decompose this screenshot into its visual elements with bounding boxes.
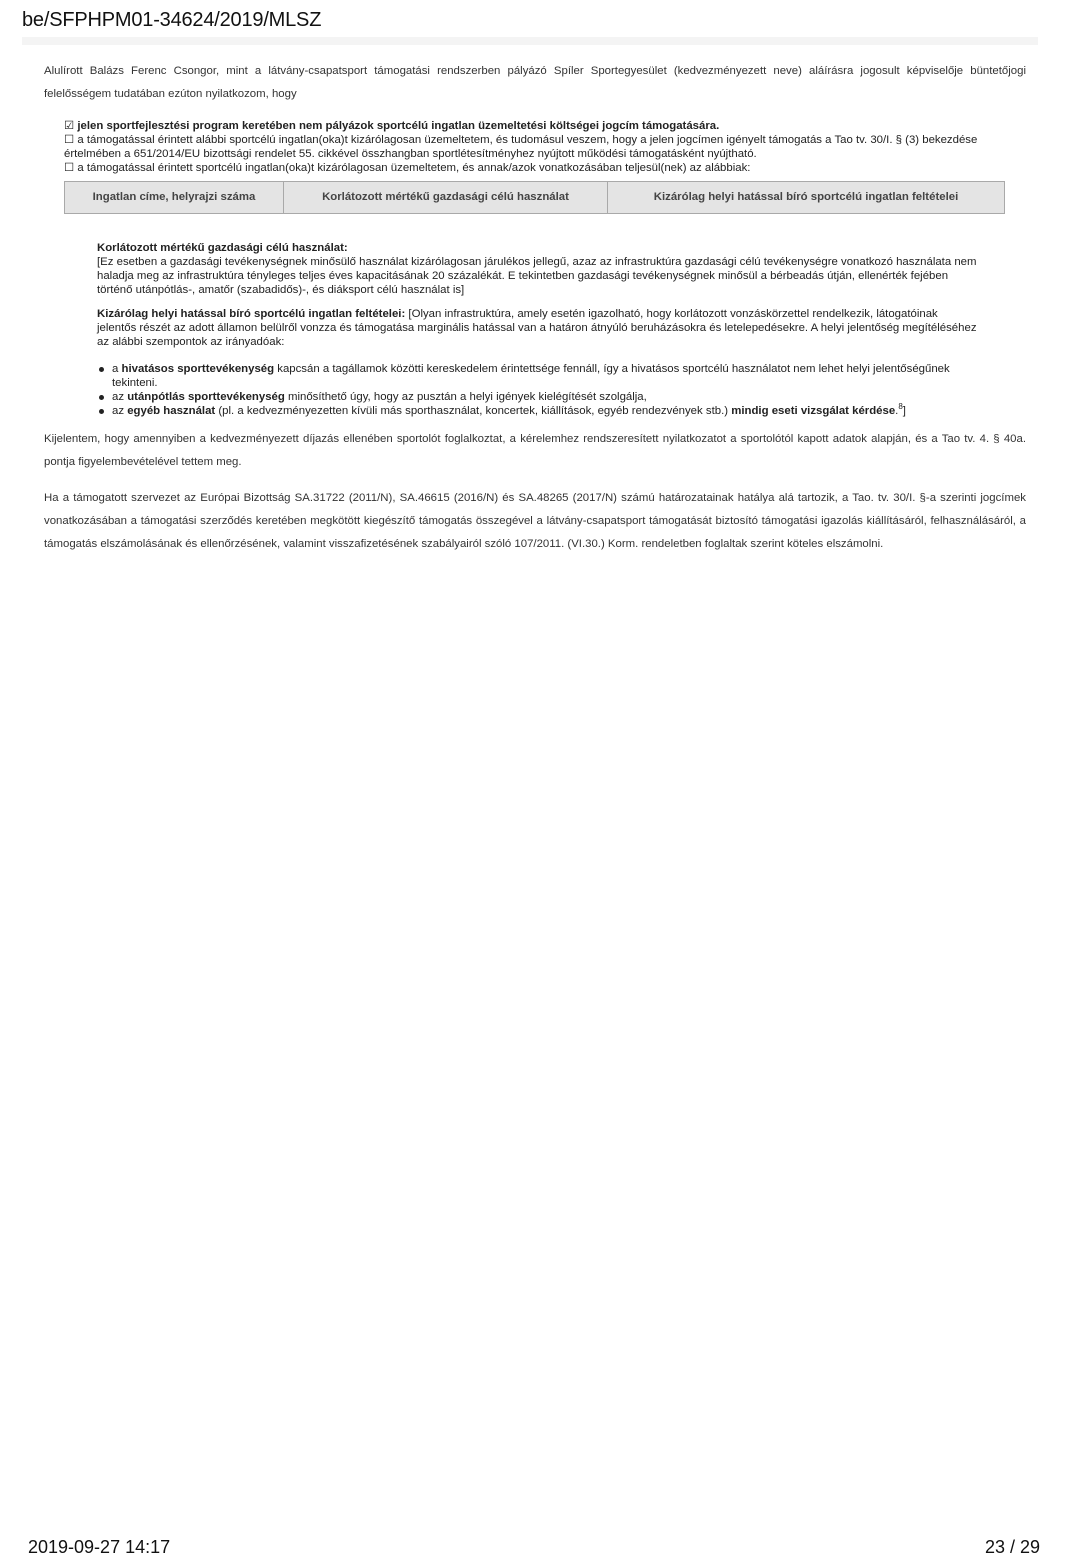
page-number: 23 / 29 xyxy=(984,1537,1040,1557)
footer-timestamp: 2019-09-27 14:17 xyxy=(28,1537,171,1557)
criteria-text: minősíthető úgy, hogy az pusztán a helyi igények kielégítését szolgálja, xyxy=(284,391,647,403)
option-list xyxy=(64,119,1026,175)
criteria-bold: mindig eseti vizsgálat kérdése xyxy=(731,405,896,417)
list-item xyxy=(112,390,977,404)
limited-use-title: Korlátozott mértékű gazdasági célú használat: xyxy=(97,242,348,254)
document-id-header: be/SFPHPM01-34624/2019/MLSZ xyxy=(22,9,322,31)
local-effect-paragraph xyxy=(97,307,977,349)
document-body xyxy=(44,60,1026,556)
checkbox-unchecked-icon[interactable]: ☐ xyxy=(64,162,75,174)
declaration-paragraph: Ha a támogatott szervezet az Európai Bizottság SA.31722 (2011/N), SA.46615 (2016/N) és SA.48265 (2017/N) számú határozatainak hatálya alá tartozik, a Tao. tv. 30/I. §-a szerinti jogcímek vonatkozásában a támogatási szerződés keretében megkötött kiegészítő támogatás összegével a látvány-csapatsport támogatását biztosító támogatási igazolás kiállításáról, felhasználásáról, a támogatás elszámolásának és ellenőrzésének, valamint visszafizetésének szabályairól szóló 107/2011. (VI.30.) Korm. rendeletben foglaltak szerint köteles elszámolni. xyxy=(44,492,1026,550)
column-header: Kizárólag helyi hatással bíró sportcélú ingatlan feltételei xyxy=(608,182,1005,214)
header-divider xyxy=(22,37,1038,45)
explanation-section xyxy=(97,241,977,418)
checkbox-unchecked-icon[interactable]: ☐ xyxy=(64,134,75,146)
option-item xyxy=(64,119,1026,133)
criteria-text: a xyxy=(112,363,122,375)
footnote-marker[interactable]: 8 xyxy=(898,402,903,412)
option-text: jelen sportfejlesztési program keretében nem pályázok sportcélú ingatlan üzemeltetési költségei jogcím támogatására. xyxy=(77,120,720,132)
property-table xyxy=(64,181,1005,214)
intro-paragraph: Alulírott Balázs Ferenc Csongor, mint a látvány-csapatsport támogatási rendszerben pályázó Spíler Sportegyesület (kedvezményezett neve) aláírásra jogosult képviselője büntetőjogi felelősségem tudatában ezúton nyilatkozom, hogy xyxy=(44,65,1026,100)
local-effect-text: [Olyan infrastruktúra, amely esetén igazolható, hogy korlátozott vonzáskörzettel rendelkezik, látogatóinak jelentős részét az adott államon belülről vonzza és támogatása marginális hatással van a határon átnyúló beruházásokra és letelepedésekre. A helyi jelentőség megítéléséhez az alábbi szempontok az irányadóak: xyxy=(97,308,977,348)
criteria-text: az xyxy=(112,405,128,417)
criteria-text: ] xyxy=(902,405,906,417)
column-header: Ingatlan címe, helyrajzi száma xyxy=(65,182,284,214)
local-effect-title: Kizárólag helyi hatással bíró sportcélú ingatlan feltételei: xyxy=(97,308,406,320)
list-item xyxy=(112,404,977,418)
criteria-bold: utánpótlás sporttevékenység xyxy=(127,391,285,403)
list-item xyxy=(112,362,977,390)
criteria-text: (pl. a kedvezményezetten kívüli más sporthasználat, koncertek, kiállítások, egyéb rendezvények stb.) xyxy=(215,405,732,417)
criteria-list xyxy=(97,362,977,418)
criteria-text: kapcsán a tagállamok közötti kereskedelem érintettsége fennáll, így a hivatásos sportcélú használatot nem lehet helyi jelentőségűnek tekinteni. xyxy=(112,363,950,389)
option-text: a támogatással érintett alábbi sportcélú ingatlan(oka)t kizárólagosan üzemeltetem, és tudomásul veszem, hogy a jelen jogcímen igényelt támogatás a Tao tv. 30/I. § (3) bekezdése értelmében a 651/2014/EU bizottsági rendelet 55. cikkével összhangban sportlétesítményhez nyújtott működési támogatásként nyújtható. xyxy=(64,134,978,160)
declaration-paragraph: Kijelentem, hogy amennyiben a kedvezményezett díjazás ellenében sportolót foglalkoztat, a kérelemhez rendszeresített nyilatkozatot a sportolótól kapott adatok alapján, és a Tao tv. 4. § 40a. pontja figyelembevételével tettem meg. xyxy=(44,433,1026,468)
table-header-row xyxy=(65,182,1005,214)
criteria-text: . xyxy=(895,405,899,417)
option-item xyxy=(64,161,1026,175)
criteria-bold: hivatásos sporttevékenység xyxy=(121,363,275,375)
criteria-bold: egyéb használat xyxy=(127,405,216,417)
checkbox-checked-icon[interactable]: ☑ xyxy=(64,120,75,132)
limited-use-text: [Ez esetben a gazdasági tevékenységnek minősülő használat kizárólagosan járulékos jellegű, azaz az infrastruktúra gazdasági célú tevékenységre vonatkozó használata nem haladja meg az infrastruktúra tényleges teljes éves kapacitásának 20 százalékát. E tekintetben gazdasági tevékenységnek minősül a bérbeadás útján, ellenérték fejében történő utánpótlás-, amatőr (szabadidős)-, és diáksport célú használat is] xyxy=(97,256,977,296)
criteria-text: az xyxy=(112,391,128,403)
option-text: a támogatással érintett sportcélú ingatlan(oka)t kizárólagosan üzemeltetem, és annak/azok vonatkozásában teljesül(nek) az alábbiak: xyxy=(77,162,751,174)
option-item xyxy=(64,133,1026,161)
column-header: Korlátozott mértékű gazdasági célú használat xyxy=(284,182,608,214)
